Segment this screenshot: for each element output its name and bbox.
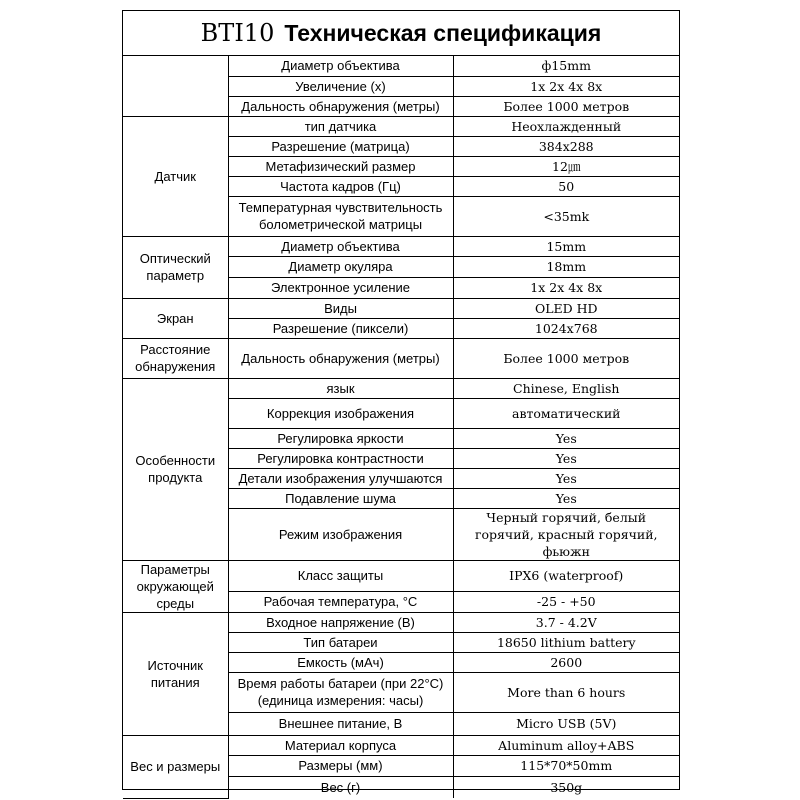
parameter-value: 384x288 bbox=[453, 136, 679, 156]
parameter-value: 12㎛ bbox=[453, 156, 679, 176]
parameter-value: 115*70*50mm bbox=[453, 755, 679, 776]
parameter-value: Micro USB (5V) bbox=[453, 712, 679, 735]
table-row bbox=[123, 560, 679, 591]
parameter-name: Класс защиты bbox=[228, 560, 453, 591]
model-name: BTI10 bbox=[200, 19, 275, 47]
table-row bbox=[123, 56, 679, 76]
parameter-value: 1x 2x 4x 8x bbox=[453, 76, 679, 96]
parameter-name: Температурная чувствительность болометрической матрицы bbox=[228, 196, 453, 236]
parameter-name: Подавление шума bbox=[228, 488, 453, 508]
table-row bbox=[123, 612, 679, 632]
parameter-name: Размеры (мм) bbox=[228, 755, 453, 776]
parameter-value: <35mk bbox=[453, 196, 679, 236]
page-title: Техническая спецификация bbox=[284, 19, 602, 46]
parameter-name: Регулировка яркости bbox=[228, 428, 453, 448]
parameter-value: 18650 lithium battery bbox=[453, 632, 679, 652]
parameter-name: Дальность обнаружения (метры) bbox=[228, 96, 453, 116]
group-label: Вес и размеры bbox=[123, 735, 228, 798]
parameter-name: Материал корпуса bbox=[228, 735, 453, 755]
parameter-name: Внешнее питание, В bbox=[228, 712, 453, 735]
parameter-name: Время работы батареи (при 22°C) (единица измерения: часы) bbox=[228, 672, 453, 712]
spec-sheet bbox=[122, 10, 680, 795]
parameter-value: OLED HD bbox=[453, 298, 679, 318]
parameter-name: Емкость (мАч) bbox=[228, 652, 453, 672]
parameter-name: Электронное усиление bbox=[228, 277, 453, 298]
parameter-value: 50 bbox=[453, 176, 679, 196]
table-row bbox=[123, 338, 679, 378]
parameter-name: язык bbox=[228, 378, 453, 398]
parameter-name: Диаметр объектива bbox=[228, 236, 453, 256]
parameter-value: -25 - +50 bbox=[453, 591, 679, 612]
parameter-name: Виды bbox=[228, 298, 453, 318]
group-label: Расстояние обнаружения bbox=[123, 338, 228, 378]
parameter-value: 1024x768 bbox=[453, 318, 679, 338]
parameter-name: Разрешение (матрица) bbox=[228, 136, 453, 156]
parameter-name: Увеличение (х) bbox=[228, 76, 453, 96]
parameter-value: ф15mm bbox=[453, 56, 679, 76]
table-row bbox=[123, 735, 679, 755]
parameter-value: 15mm bbox=[453, 236, 679, 256]
parameter-value: IPX6 (waterproof) bbox=[453, 560, 679, 591]
parameter-name: тип датчика bbox=[228, 116, 453, 136]
parameter-name: Режим изображения bbox=[228, 508, 453, 560]
parameter-name: Тип батареи bbox=[228, 632, 453, 652]
group-label bbox=[123, 56, 228, 116]
parameter-name: Детали изображения улучшаются bbox=[228, 468, 453, 488]
parameter-name: Диаметр окуляра bbox=[228, 256, 453, 277]
parameter-name: Метафизический размер bbox=[228, 156, 453, 176]
parameter-value: автоматический bbox=[453, 398, 679, 428]
parameter-name: Разрешение (пиксели) bbox=[228, 318, 453, 338]
parameter-value: Более 1000 метров bbox=[453, 96, 679, 116]
parameter-name: Вес (г) bbox=[228, 776, 453, 798]
group-label: Экран bbox=[123, 298, 228, 338]
parameter-name: Входное напряжение (В) bbox=[228, 612, 453, 632]
spec-table bbox=[123, 56, 679, 799]
parameter-name: Частота кадров (Гц) bbox=[228, 176, 453, 196]
parameter-value: 18mm bbox=[453, 256, 679, 277]
group-label: Датчик bbox=[123, 116, 228, 236]
parameter-value: 1x 2x 4x 8x bbox=[453, 277, 679, 298]
parameter-value: Yes bbox=[453, 428, 679, 448]
title-bar bbox=[123, 11, 679, 56]
table-row bbox=[123, 236, 679, 256]
parameter-value: 3.7 - 4.2V bbox=[453, 612, 679, 632]
parameter-value: Chinese, English bbox=[453, 378, 679, 398]
parameter-value: Yes bbox=[453, 488, 679, 508]
parameter-value: Yes bbox=[453, 448, 679, 468]
parameter-value: More than 6 hours bbox=[453, 672, 679, 712]
parameter-value: Yes bbox=[453, 468, 679, 488]
parameter-name: Рабочая температура, °C bbox=[228, 591, 453, 612]
parameter-name: Регулировка контрастности bbox=[228, 448, 453, 468]
table-row bbox=[123, 378, 679, 398]
parameter-value: Aluminum alloy+ABS bbox=[453, 735, 679, 755]
parameter-value: Неохлажденный bbox=[453, 116, 679, 136]
group-label: Параметры окружающей среды bbox=[123, 560, 228, 612]
parameter-name: Коррекция изображения bbox=[228, 398, 453, 428]
group-label: Источник питания bbox=[123, 612, 228, 735]
parameter-value: 2600 bbox=[453, 652, 679, 672]
parameter-name: Диаметр объектива bbox=[228, 56, 453, 76]
parameter-value: Более 1000 метров bbox=[453, 338, 679, 378]
table-row bbox=[123, 116, 679, 136]
group-label: Оптический параметр bbox=[123, 236, 228, 298]
parameter-value: Черный горячий, белый горячий, красный горячий, фьюжн bbox=[453, 508, 679, 560]
parameter-name: Дальность обнаружения (метры) bbox=[228, 338, 453, 378]
parameter-value: 350g bbox=[453, 776, 679, 798]
group-label: Особенности продукта bbox=[123, 378, 228, 560]
table-row bbox=[123, 298, 679, 318]
